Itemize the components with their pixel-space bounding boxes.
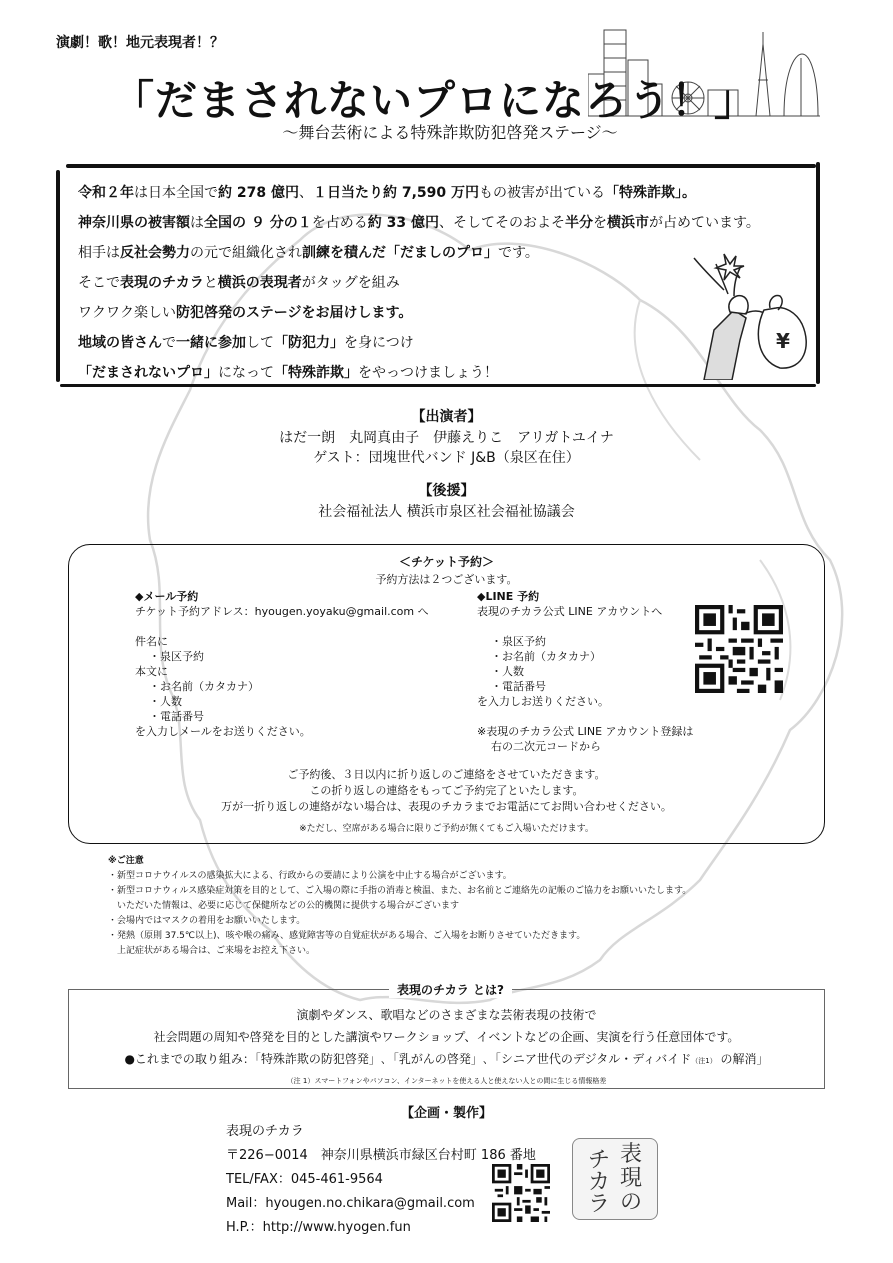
line-closing: を入力しお送りください。 (477, 695, 609, 708)
intro-line: 「だまされないプロ」になって「特殊詐欺」をやっつけましょう！ (78, 365, 498, 381)
cast-heading: 【出演者】 (411, 409, 482, 425)
ticket-after-notes (69, 767, 824, 815)
line-item: ・電話番号 (491, 680, 546, 693)
caution-line: いただいた情報は、必要に応じて保健所などの公的機関に提供する場合がございます (108, 901, 460, 911)
caution-line: ・会場内ではマスクの着用をお願いいたします。 (108, 916, 306, 926)
intro-line: 相手は反社会勢力の元で組織化され訓練を積んだ「だましのプロ」です。 (78, 245, 539, 261)
ticket-methods: 予約方法は２つございます。 (375, 573, 518, 586)
about-title: 表現のチカラ とは? (389, 981, 512, 998)
production-tel[interactable]: TEL/FAX：045-461-9564 (226, 1172, 383, 1187)
mail-address[interactable]: チケット予約アドレス：hyougen.yoyaku@gmail.com へ (135, 605, 429, 618)
caution-heading: ※ご注意 (108, 856, 144, 866)
line-item: ・泉区予約 (491, 635, 546, 648)
line-note: ※表現のチカラ公式 LINE アカウント登録は (477, 725, 694, 738)
money-bag-thief-illustration (684, 250, 814, 380)
about-line: 演劇やダンス、歌唱などのさまざまな芸術表現の技術で (296, 1008, 597, 1022)
ticket-small-note: ※ただし、空席がある場合に限りご予約が無くてもご入場いただけます。 (299, 824, 594, 834)
intro-line: 令和２年は日本全国で約 278 億円、１日当たり約 7,590 万円もの被害が出ている「特殊詐欺」。 (78, 185, 697, 201)
production-website[interactable]: H.P.：http://www.hyogen.fun (226, 1220, 411, 1235)
about-footnote: （注 1）スマートフォンやパソコン、インターネットを使える人と使えない人との間に生じる情報格差 (286, 1077, 607, 1085)
mail-body-item: ・電話番号 (149, 710, 204, 723)
line-qr-code[interactable] (695, 605, 783, 693)
caution-line: ・新型コロナウィルス感染症対策を目的として、ご入場の際に手指の消毒と検温、また、お名前とご連絡先の記帳のご協力をお願いいたします。 (108, 886, 692, 896)
website-qr-code[interactable] (492, 1164, 550, 1222)
production-mail[interactable]: Mail：hyougen.no.chikara@gmail.com (226, 1196, 475, 1211)
after-line: この折り返しの連絡をもってご予約完了といたします。 (309, 784, 584, 797)
mail-closing: を入力しメールをお送りください。 (135, 725, 311, 738)
mail-body-item: ・人数 (149, 695, 182, 708)
production-info (226, 1120, 536, 1240)
support-section (0, 480, 893, 522)
line-item: ・人数 (491, 665, 524, 678)
support-heading: 【後援】 (418, 483, 475, 499)
box-border-top (66, 164, 816, 168)
after-line: 万が一折り返しの連絡がない場合は、表現のチカラまでお電話にてお問い合わせください。 (221, 800, 672, 813)
ticket-reservation-box (68, 544, 825, 844)
tagline: 演劇！歌！地元表現者！？ (56, 35, 224, 51)
intro-line: 神奈川県の被害額は全国の ９ 分の１を占める約 33 億円、そしてそのおよそ半分を横浜市が占めています。 (78, 215, 760, 231)
line-intro: 表現のチカラ公式 LINE アカウントへ (477, 605, 663, 618)
about-section (68, 983, 825, 1089)
mail-body-label: 本文に (135, 665, 168, 678)
production-address: 〒226−0014 神奈川県横浜市緑区台村町 186 番地 (226, 1148, 536, 1163)
box-border-left (56, 170, 60, 382)
about-activities: ●これまでの取り組み：「特殊詐欺の防犯啓発」､「乳がんの啓発」､「シニア世代のデジタル・ディバイド（注1） の解消」 (124, 1052, 769, 1066)
line-heading: ◆LINE 予約 (477, 590, 540, 603)
mail-reservation (135, 589, 429, 739)
about-line: 社会問題の周知や啓発を目的とした講演やワークショップ、イベントなどの企画、実演を行う任意団体です。 (153, 1030, 740, 1044)
caution-section (108, 854, 828, 959)
hyougen-no-chikara-logo: 表 現 の チ カ ラ (572, 1138, 658, 1220)
cast-section (0, 406, 893, 468)
intro-box (56, 160, 822, 388)
bag-yen-mark: ¥ (776, 329, 790, 353)
main-title: 「だまされないプロになろう！」 (112, 76, 758, 125)
cast-guest: ゲスト：団塊世代バンド J&B（泉区在住） (313, 450, 580, 466)
subtitle: 〜舞台芸術による特殊詐欺防犯啓発ステージ〜 (282, 123, 618, 142)
cast-members: はだ一朗 丸岡真由子 伊藤えりこ アリガトユイナ (279, 430, 614, 446)
production-name: 表現のチカラ (226, 1124, 304, 1139)
caution-line: 上記症状がある場合は、ご来場をお控え下さい。 (108, 946, 316, 956)
mail-subject-item: ・泉区予約 (149, 650, 204, 663)
mail-subject-label: 件名に (135, 635, 168, 648)
caution-line: ・新型コロナウイルスの感染拡大による、行政からの要請により公演を中止する場合がございます。 (108, 871, 512, 881)
support-org: 社会福祉法人 横浜市泉区社会福祉協議会 (318, 504, 575, 520)
caution-line: ・発熱（原則 37.5℃以上)、咳や喉の痛み、感覚障害等の自覚症状がある場合、ご入場をお断りさせていただきます。 (108, 931, 586, 941)
intro-line: そこで表現のチカラと横浜の表現者がタッグを組み (78, 275, 400, 291)
production-heading: 【企画・製作】 (400, 1106, 492, 1121)
mail-heading: ◆メール予約 (135, 590, 199, 603)
line-item: ・お名前（カタカナ） (491, 650, 601, 663)
line-reservation (477, 589, 693, 754)
line-note: 右の二次元コードから (491, 740, 601, 753)
ticket-heading: ＜チケット予約＞ (399, 555, 494, 569)
intro-line: 地域の皆さんで一緒に参加して「防犯力」を身につけ (78, 335, 414, 351)
mail-body-item: ・お名前（カタカナ） (149, 680, 259, 693)
after-line: ご予約後、３日以内に折り返しのご連絡をさせていただきます。 (287, 768, 606, 781)
intro-line: ワクワク楽しい防犯啓発のステージをお届けします。 (78, 305, 413, 321)
